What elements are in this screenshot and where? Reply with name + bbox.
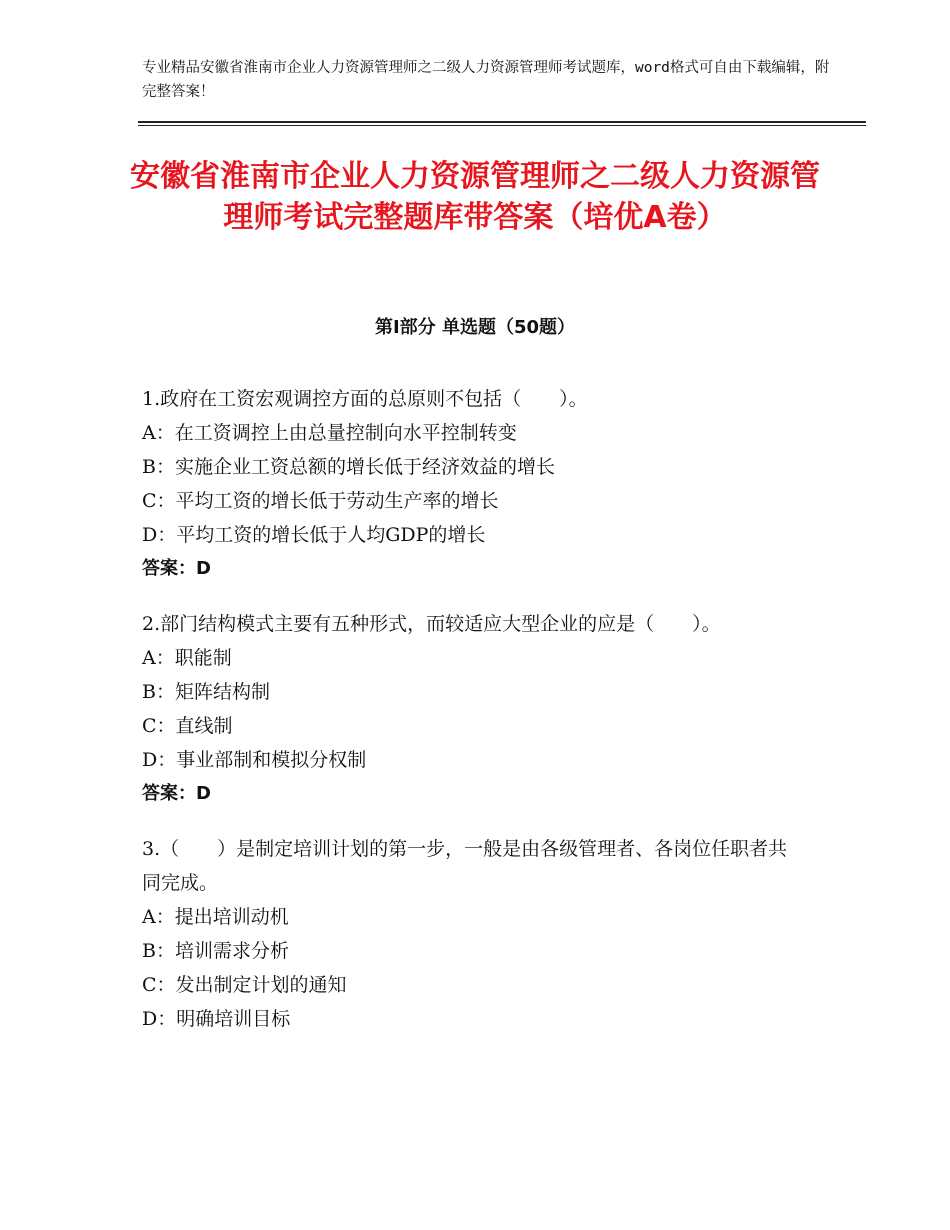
option-b: B：矩阵结构制 (142, 681, 270, 703)
header-rule-thick (138, 121, 866, 123)
answer: 答案：D (142, 783, 211, 804)
question-stem: 3.（ ）是制定培训计划的第一步，一般是由各级管理者、各岗位任职者共同完成。 (142, 838, 788, 894)
header-rule-thin (138, 125, 866, 126)
option-d: D：事业部制和模拟分权制 (142, 749, 367, 771)
option-d: D：平均工资的增长低于人均GDP的增长 (142, 524, 486, 546)
question-stem: 1.政府在工资宏观调控方面的总原则不包括（ ）。 (142, 388, 588, 410)
option-b: B：实施企业工资总额的增长低于经济效益的增长 (142, 456, 555, 478)
question-2 (142, 607, 802, 811)
option-a: A：提出培训动机 (142, 906, 289, 928)
question-3 (142, 832, 802, 1036)
answer: 答案：D (142, 558, 211, 579)
header-note: 专业精品安徽省淮南市企业人力资源管理师之二级人力资源管理师考试题库，word格式可自由下载编辑，附完整答案！ (142, 60, 830, 100)
section-title: 第Ⅰ部分 单选题（50题） (374, 317, 575, 338)
option-a: A：在工资调控上由总量控制向水平控制转变 (142, 422, 517, 444)
question-stem: 2.部门结构模式主要有五种形式，而较适应大型企业的应是（ ）。 (142, 613, 721, 635)
option-b: B：培训需求分析 (142, 940, 289, 962)
document-title: 安徽省淮南市企业人力资源管理师之二级人力资源管理师考试完整题库带答案（培优A卷） (130, 159, 820, 235)
option-c: C：平均工资的增长低于劳动生产率的增长 (142, 490, 499, 512)
option-d: D：明确培训目标 (142, 1008, 291, 1030)
option-c: C：发出制定计划的通知 (142, 974, 347, 996)
question-list (142, 382, 802, 1057)
question-1 (142, 382, 802, 586)
option-c: C：直线制 (142, 715, 233, 737)
option-a: A：职能制 (142, 647, 232, 669)
